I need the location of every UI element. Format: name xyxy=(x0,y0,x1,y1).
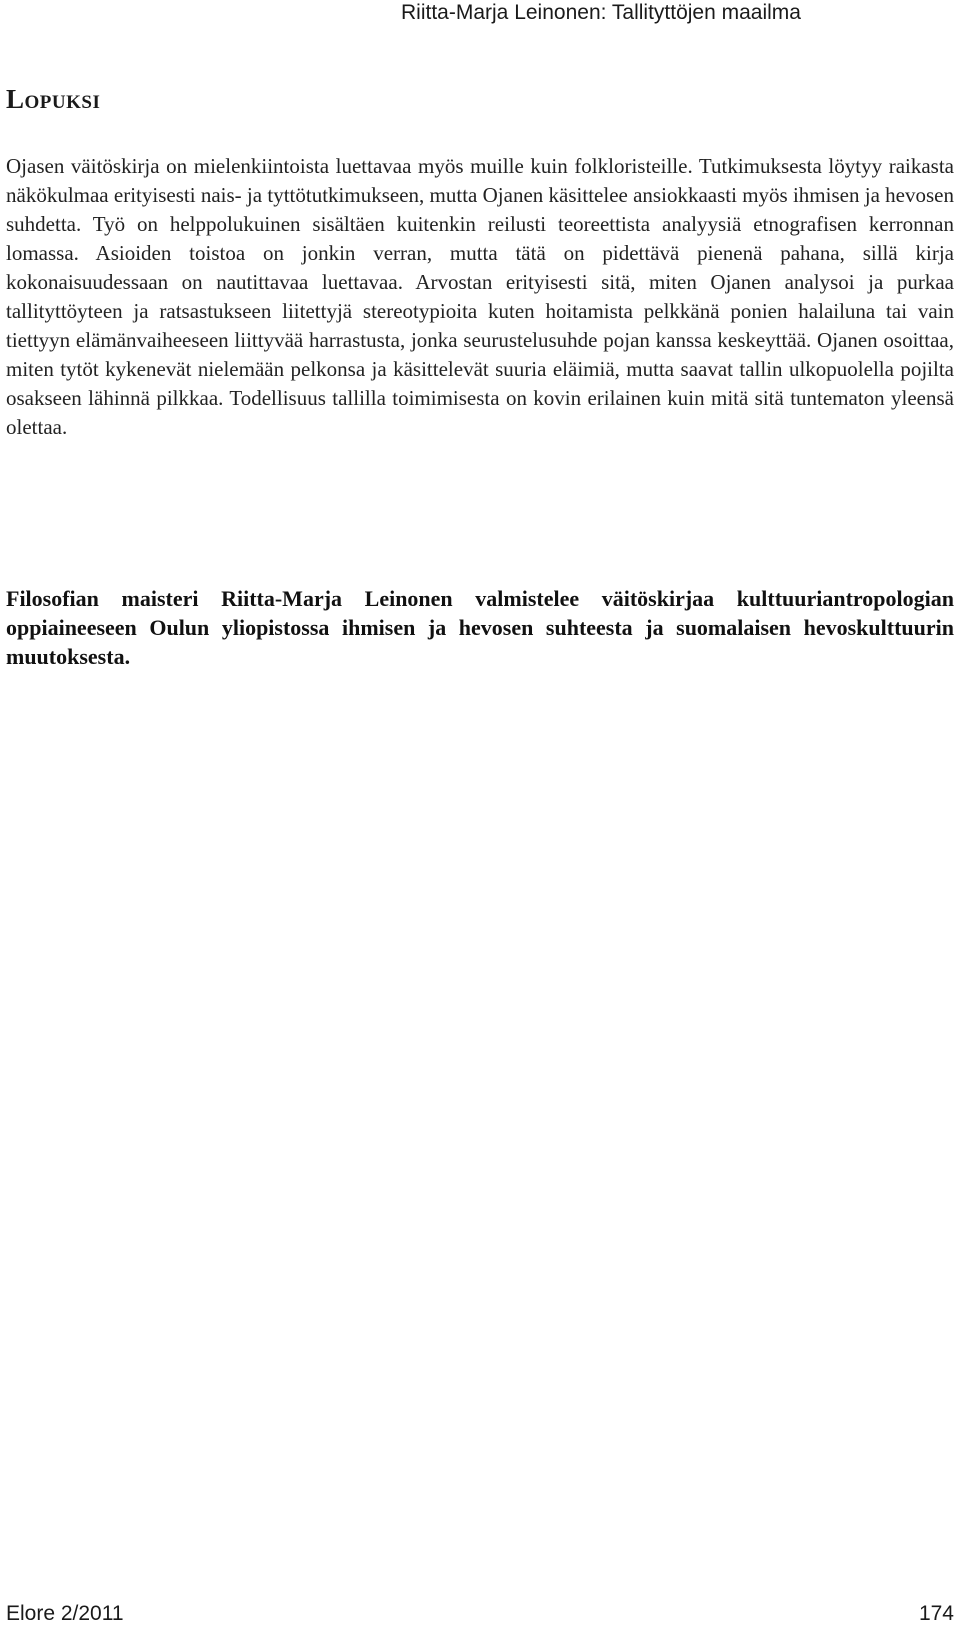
journal-issue: Elore 2/2011 xyxy=(6,1602,124,1625)
section-heading: Lopuksi xyxy=(6,84,101,114)
body-paragraph: Ojasen väitöskirja on mielenkiintoista luettavaa myös muille kuin folkloristeille. Tutkimuksesta löytyy raikasta näkökulmaa erityisesti nais- ja tyttötutkimukseen, mutta Ojanen käsittelee ansiokkaasti myös ihmisen ja hevosen suhdetta. Työ on helppolukuinen sisältäen kuitenkin reilusti teoreettista analyysiä etnografisen kerronnan lomassa. Asioiden toistoa on jonkin verran, mutta tätä on pidettävä pienenä pahana, sillä kirja kokonaisuudessaan on nautittavaa luettavaa. Arvostan erityisesti sitä, miten Ojanen analysoi ja purkaa tallityttöyteen ja ratsastukseen liitettyjä stereotypioita kuten hoitamista pelkkänä ponien halailuna tai vain tiettyyn elämänvaiheeseen liittyvää harrastusta, jonka seurustelusuhde pojan kanssa keskeyttää. Ojanen osoittaa, miten tytöt kykenevät nielemään pelkonsa ja käsittelevät suuria eläimiä, mutta saavat tallin ulkopuolella pojilta osakseen lähinnä pilkkaa. Todellisuus tallilla toimimisesta on kovin erilainen kuin mitä sitä tuntematon yleensä olettaa. xyxy=(6,154,954,439)
page-footer xyxy=(6,1600,954,1628)
running-header: Riitta-Marja Leinonen: Tallityttöjen maailma xyxy=(401,1,801,24)
page-number: 174 xyxy=(918,1602,954,1625)
author-bio: Filosofian maisteri Riitta-Marja Leinonen valmistelee väitöskirjaa kulttuuriantropologian oppiaineeseen Oulun yliopistossa ihmisen ja hevosen suhteesta ja suomalaisen hevoskulttuurin muutoksesta. xyxy=(6,586,954,669)
